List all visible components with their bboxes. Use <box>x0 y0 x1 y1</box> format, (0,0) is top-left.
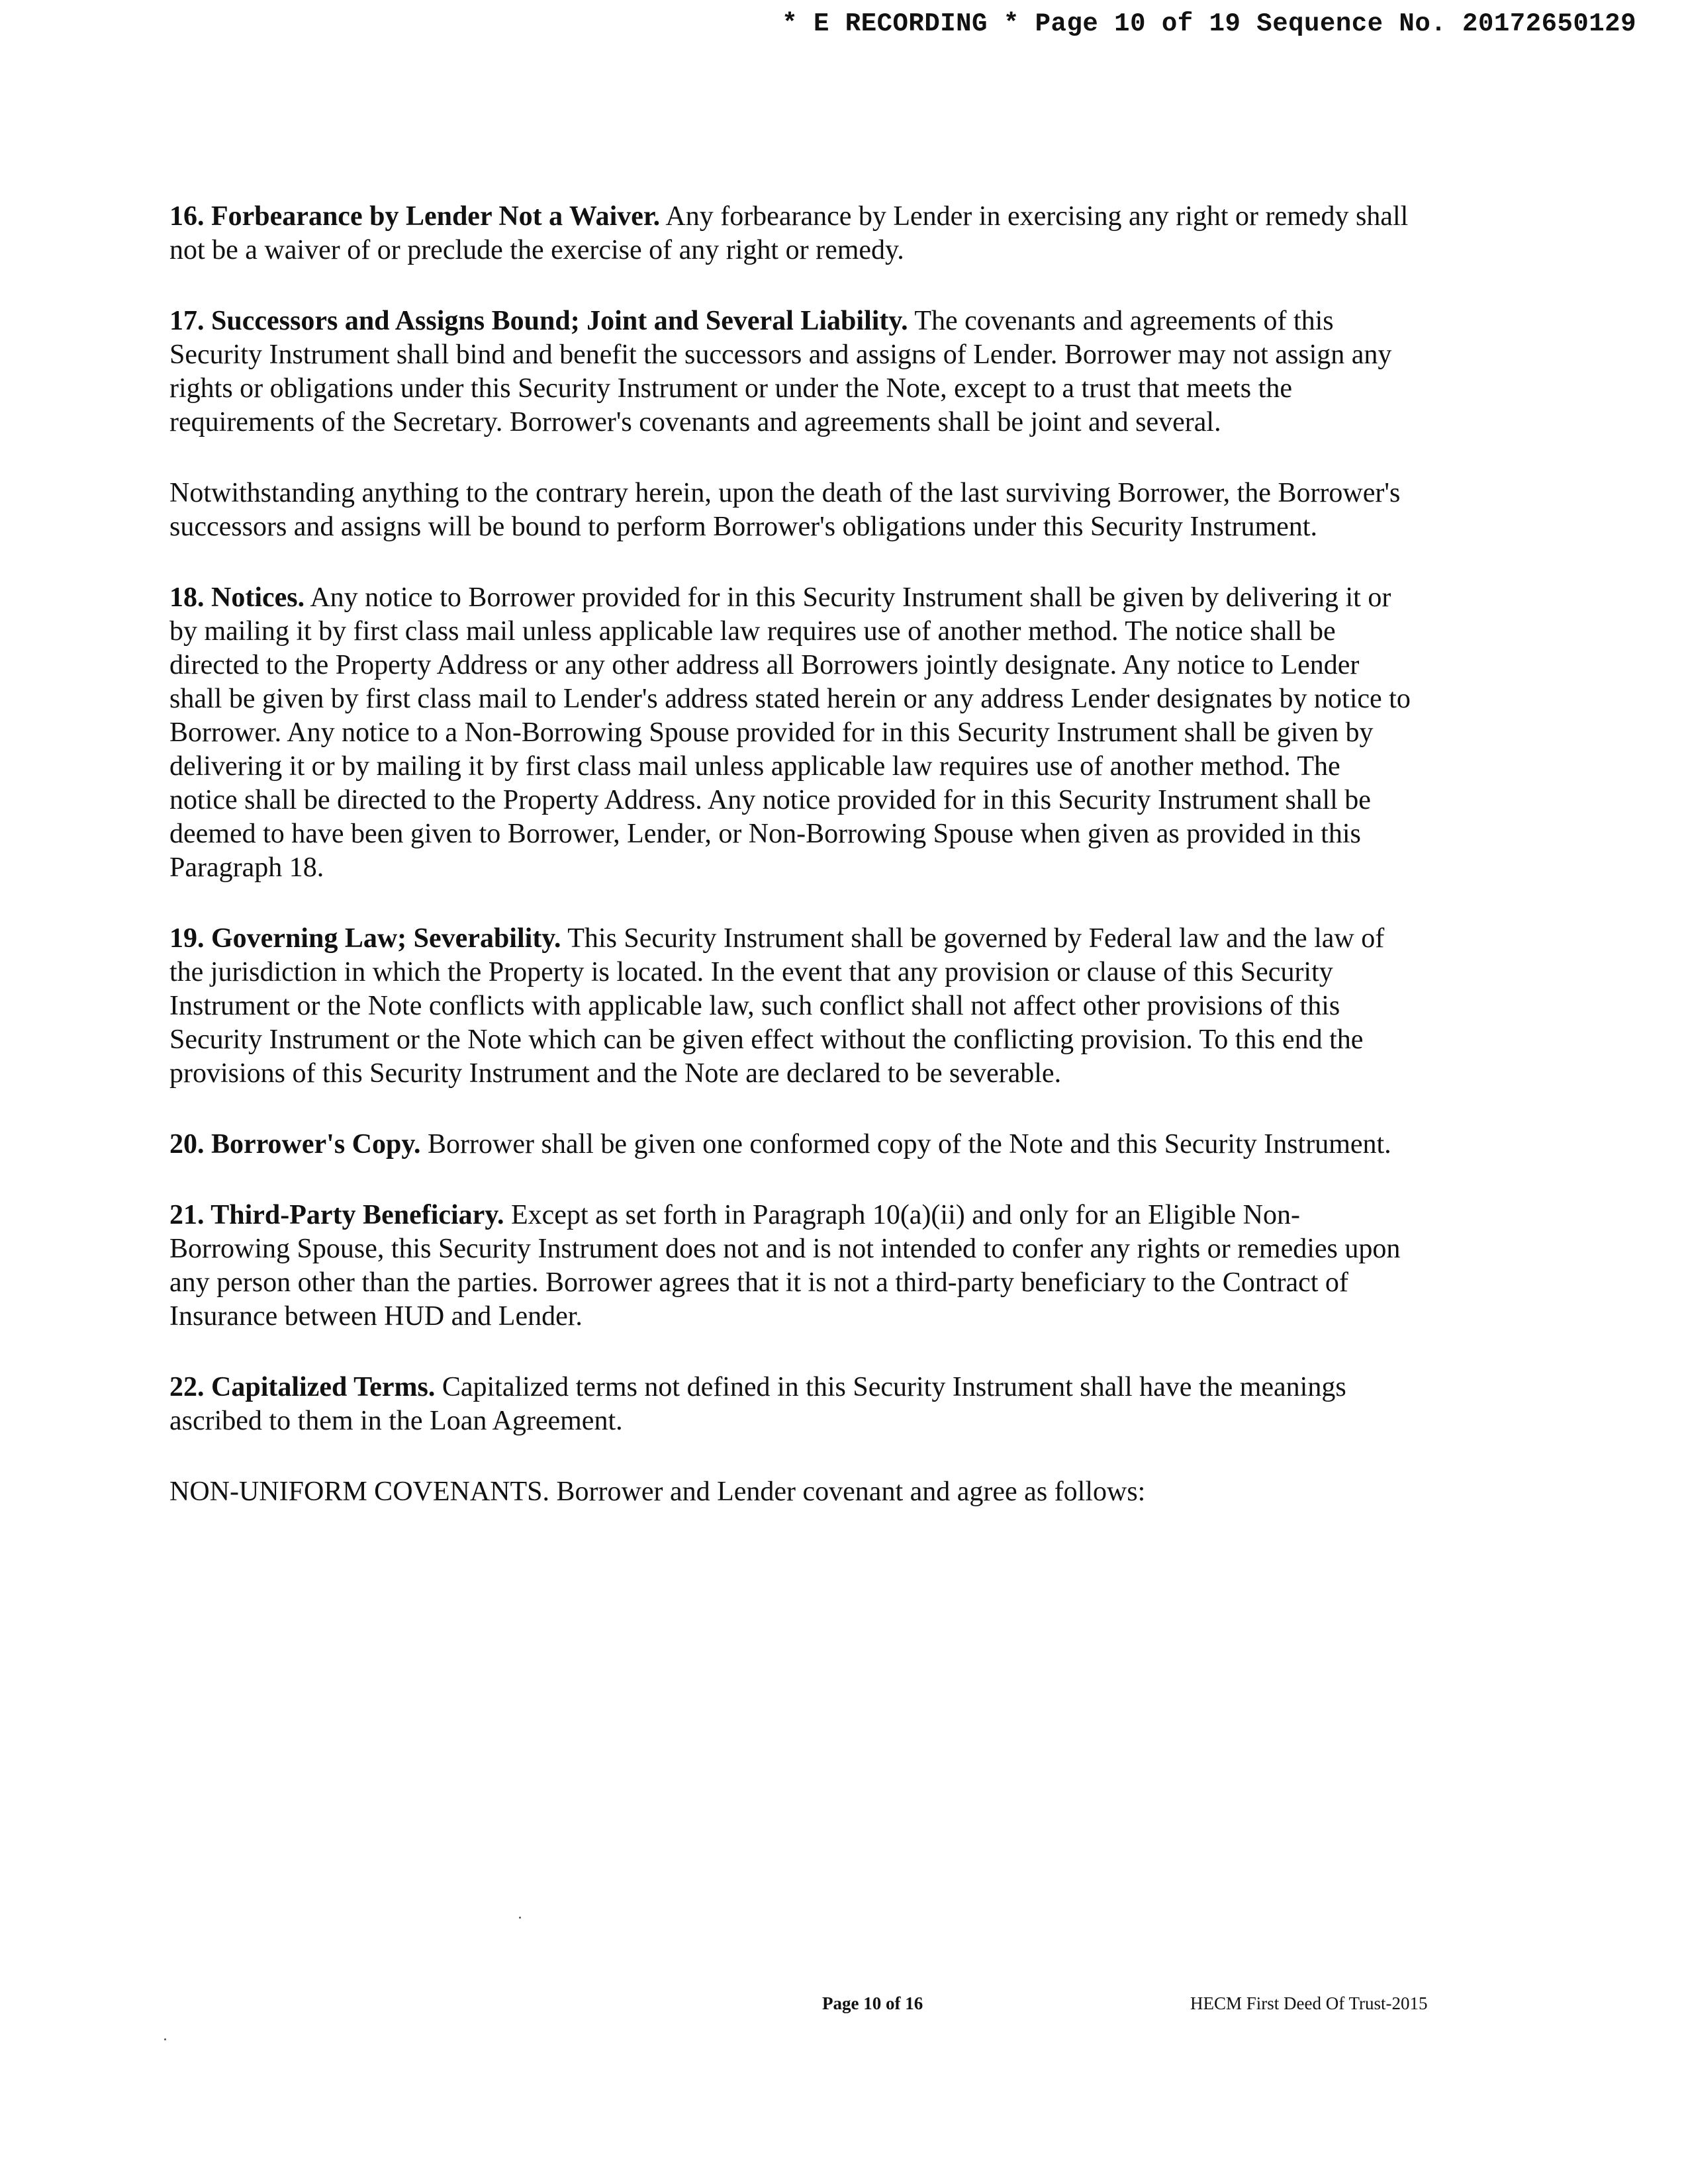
scan-speck <box>519 1917 521 1919</box>
footer-form-name: HECM First Deed Of Trust-2015 <box>1190 1993 1428 2013</box>
section-body: The covenants and agreements of this Security Instrument shall bind and benefit the successors and assigns of Lender. Borrower may not assign any rights or obligations under this Security Instrument or under the Note, except to a trust that meets the requirements of the Secretary. Borrower's covenants and agreements shall be joint and several. <box>169 306 1392 437</box>
section-heading: 22. Capitalized Terms. <box>169 1372 436 1402</box>
section-18 <box>169 581 1414 885</box>
section-heading: 21. Third-Party Beneficiary. <box>169 1200 504 1230</box>
recording-stamp: * E RECORDING * Page 10 of 19 Sequence No. 20172650129 <box>782 9 1636 38</box>
section-17-continuation <box>169 477 1414 544</box>
section-19 <box>169 922 1414 1091</box>
section-body: NON-UNIFORM COVENANTS. Borrower and Lender covenant and agree as follows: <box>169 1477 1146 1507</box>
section-body: Except as set forth in Paragraph 10(a)(ii) and only for an Eligible Non-Borrowing Spouse, this Security Instrument does not and is not intended to confer any rights or remedies upon any person other than the parties. Borrower agrees that it is not a third-party beneficiary to the Contract of Insurance between HUD and Lender. <box>169 1200 1401 1332</box>
section-heading: 17. Successors and Assigns Bound; Joint and Several Liability. <box>169 306 908 336</box>
section-body: This Security Instrument shall be governed by Federal law and the law of the jurisdiction in which the Property is located. In the event that any provision or clause of this Security Instrument or the Note conflicts with applicable law, such conflict shall not affect other provisions of this Security Instrument or the Note which can be given effect without the conflicting provision. To this end the provisions of this Security Instrument and the Note are declared to be severable. <box>169 923 1385 1089</box>
section-body: Any notice to Borrower provided for in this Security Instrument shall be given by delivering it or by mailing it by first class mail unless applicable law requires use of another method. The notice shall be directed to the Property Address or any other address all Borrowers jointly designate. Any notice to Lender shall be given by first class mail to Lender's address stated herein or any address Lender designates by notice to Borrower. Any notice to a Non-Borrowing Spouse provided for in this Security Instrument shall be given by delivering it or by mailing it by first class mail unless applicable law requires use of another method. The notice shall be directed to the Property Address. Any notice provided for in this Security Instrument shall be deemed to have been given to Borrower, Lender, or Non-Borrowing Spouse when given as provided in this Paragraph 18. <box>169 582 1411 883</box>
section-body: Any forbearance by Lender in exercising any right or remedy shall not be a waiver of or preclude the exercise of any right or remedy. <box>169 201 1409 265</box>
section-heading: 16. Forbearance by Lender Not a Waiver. <box>169 201 661 232</box>
non-uniform-covenants <box>169 1475 1414 1509</box>
section-16 <box>169 200 1414 267</box>
section-20 <box>169 1128 1414 1161</box>
section-heading: 20. Borrower's Copy. <box>169 1129 421 1160</box>
section-body: Notwithstanding anything to the contrary herein, upon the death of the last surviving Borrower, the Borrower's successors and assigns will be bound to perform Borrower's obligations under this Security Instrument. <box>169 478 1401 542</box>
document-body <box>169 200 1414 1546</box>
section-17 <box>169 304 1414 439</box>
section-22 <box>169 1371 1414 1438</box>
section-body: Capitalized terms not defined in this Security Instrument shall have the meanings ascribed to them in the Loan Agreement. <box>169 1372 1346 1436</box>
scan-speck <box>164 2038 166 2040</box>
section-body: Borrower shall be given one conformed copy of the Note and this Security Instrument. <box>428 1129 1391 1160</box>
section-21 <box>169 1199 1414 1334</box>
section-heading: 19. Governing Law; Severability. <box>169 923 561 954</box>
footer-page-number: Page 10 of 16 <box>822 1993 923 2013</box>
section-heading: 18. Notices. <box>169 582 305 613</box>
